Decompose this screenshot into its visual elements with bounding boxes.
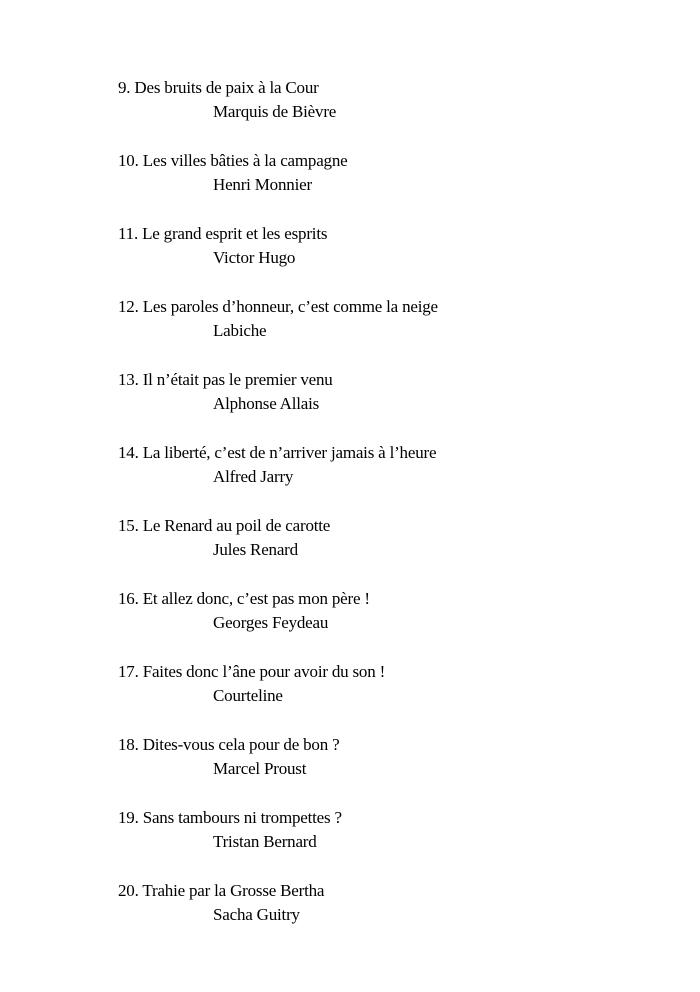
entry-title: 20. Trahie par la Grosse Bertha (118, 881, 325, 900)
entry-author: Alphonse Allais (213, 394, 320, 413)
entry-author: Alfred Jarry (213, 467, 294, 486)
list-item (118, 514, 438, 587)
list-item (118, 587, 438, 660)
entry-author: Victor Hugo (213, 248, 296, 267)
entry-author: Jules Renard (213, 540, 298, 559)
entry-title: 16. Et allez donc, c’est pas mon père ! (118, 589, 370, 608)
list-item (118, 733, 438, 806)
entry-title: 13. Il n’était pas le premier venu (118, 370, 333, 389)
entry-title: 15. Le Renard au poil de carotte (118, 516, 331, 535)
list-item (118, 222, 438, 295)
list-item (118, 149, 438, 222)
entry-title: 11. Le grand esprit et les esprits (118, 224, 328, 243)
entry-list (118, 76, 438, 952)
entry-author: Tristan Bernard (213, 832, 317, 851)
entry-title: 17. Faites donc l’âne pour avoir du son ! (118, 662, 386, 681)
entry-author: Sacha Guitry (213, 905, 300, 924)
entry-author: Georges Feydeau (213, 613, 329, 632)
list-item (118, 879, 438, 952)
entry-author: Courteline (213, 686, 283, 705)
entry-title: 9. Des bruits de paix à la Cour (118, 78, 319, 97)
list-item (118, 441, 438, 514)
entry-author: Henri Monnier (213, 175, 312, 194)
entry-author: Marcel Proust (213, 759, 307, 778)
entry-title: 19. Sans tambours ni trompettes ? (118, 808, 342, 827)
list-item (118, 76, 438, 149)
list-item (118, 295, 438, 368)
entry-title: 10. Les villes bâties à la campagne (118, 151, 348, 170)
list-item (118, 368, 438, 441)
entry-author: Marquis de Bièvre (213, 102, 337, 121)
entry-title: 12. Les paroles d’honneur, c’est comme la neige (118, 297, 438, 316)
entry-author: Labiche (213, 321, 267, 340)
list-item (118, 806, 438, 879)
entry-title: 14. La liberté, c’est de n’arriver jamais à l’heure (118, 443, 437, 462)
list-item (118, 660, 438, 733)
entry-title: 18. Dites-vous cela pour de bon ? (118, 735, 340, 754)
